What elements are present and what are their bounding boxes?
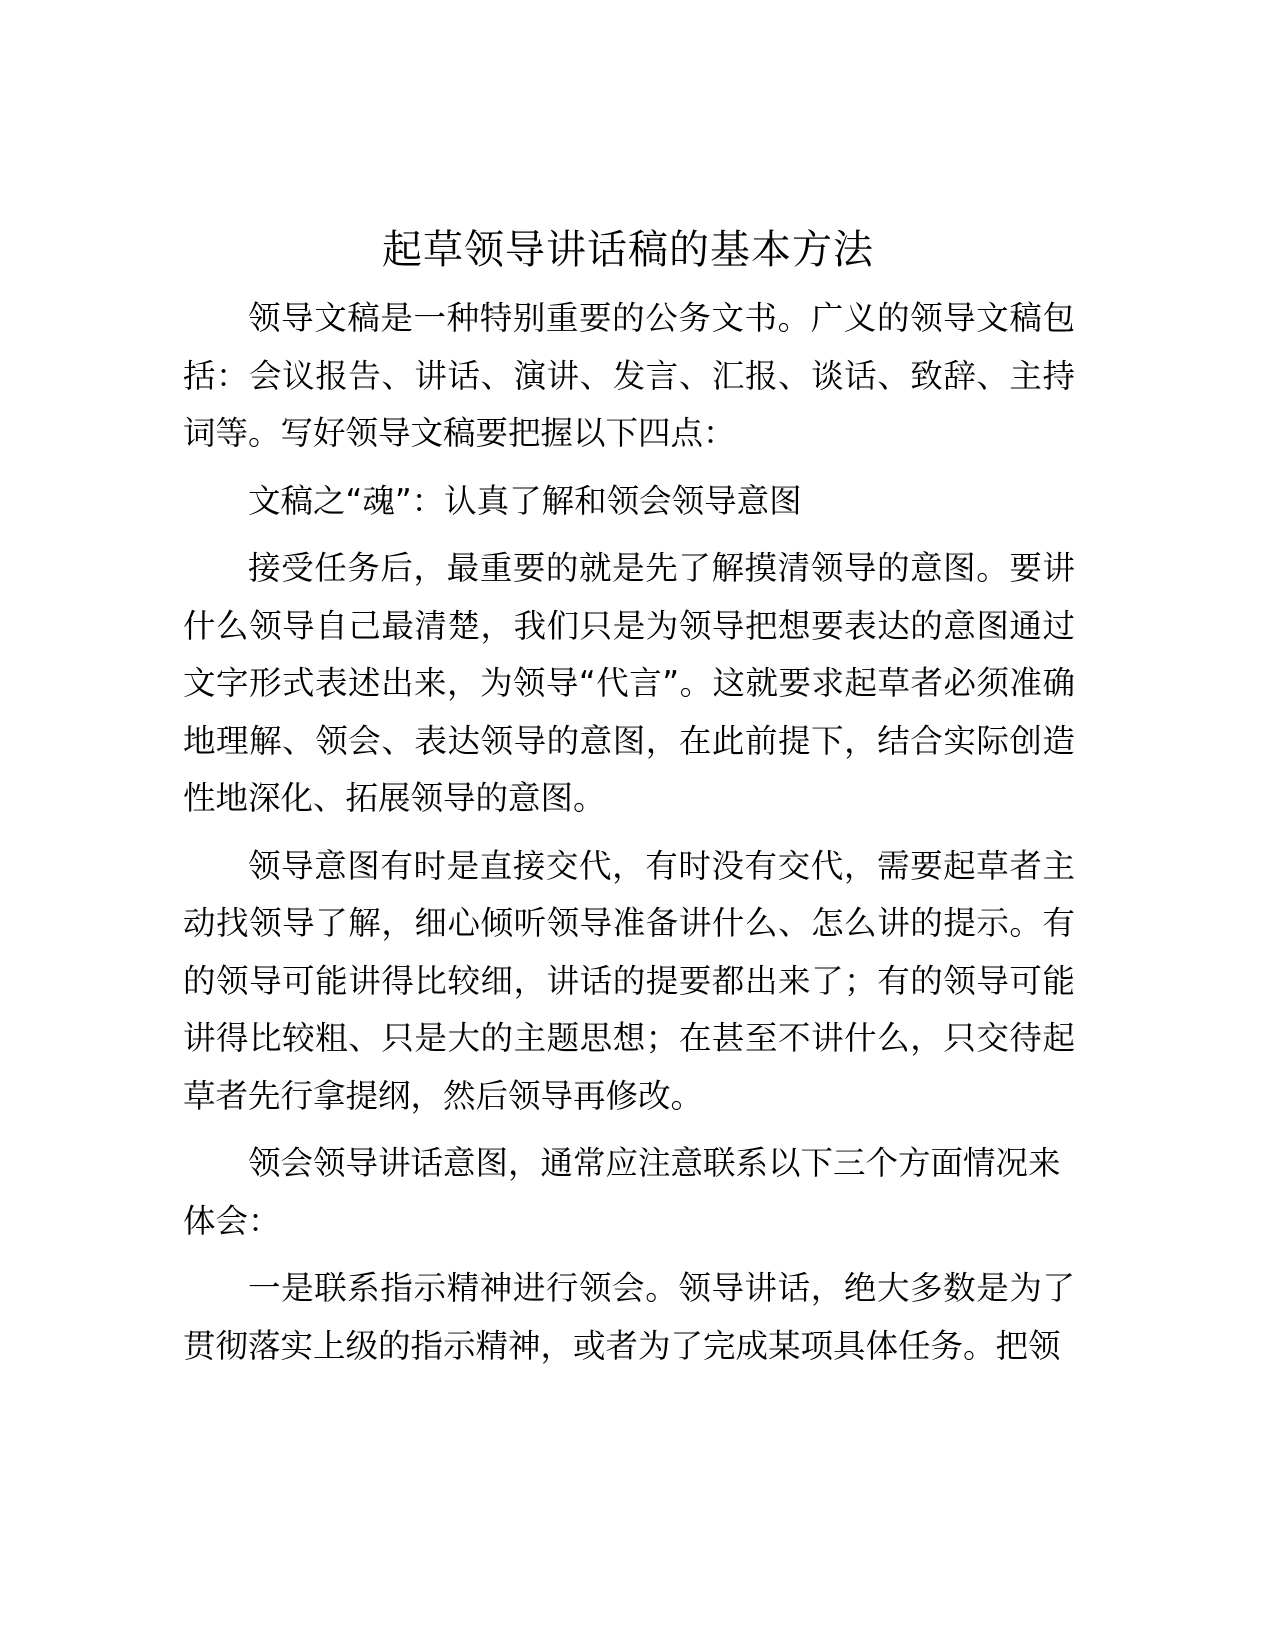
paragraph-three-aspects: 领会领导讲话意图，通常应注意联系以下三个方面情况来体会： — [183, 1144, 1061, 1240]
paragraph-understand-intent: 接受任务后，最重要的就是先了解摸清领导的意图。要讲什么领导自己最清楚，我们只是为领导把想要表达的意图通过文字形式表述出来，为领导“代言”。这就要求起草者必须准确地理解、领会、表达领导的意图，在此前提下，结合实际创造性地深化、拓展领导的意图。 — [183, 549, 1075, 817]
document-title: 起草领导讲话稿的基本方法 — [382, 227, 874, 273]
paragraph-first-aspect: 一是联系指示精神进行领会。领导讲话，绝大多数是为了贯彻落实上级的指示精神，或者为了完成某项具体任务。把领 — [183, 1269, 1075, 1365]
section-heading-soul: 文稿之“魂”：认真了解和领会领导意图 — [248, 481, 802, 520]
paragraph-intro: 领导文稿是一种特别重要的公务文书。广义的领导文稿包括：会议报告、讲话、演讲、发言、汇报、谈话、致辞、主持词等。写好领导文稿要把握以下四点： — [183, 299, 1075, 452]
paragraph-intent-communication: 领导意图有时是直接交代，有时没有交代，需要起草者主动找领导了解，细心倾听领导准备讲什么、怎么讲的提示。有的领导可能讲得比较细，讲话的提要都出来了；有的领导可能讲得比较粗、只是大的主题思想；在甚至不讲什么，只交待起草者先行拿提纲，然后领导再修改。 — [183, 846, 1075, 1115]
document-body — [183, 290, 1075, 1385]
